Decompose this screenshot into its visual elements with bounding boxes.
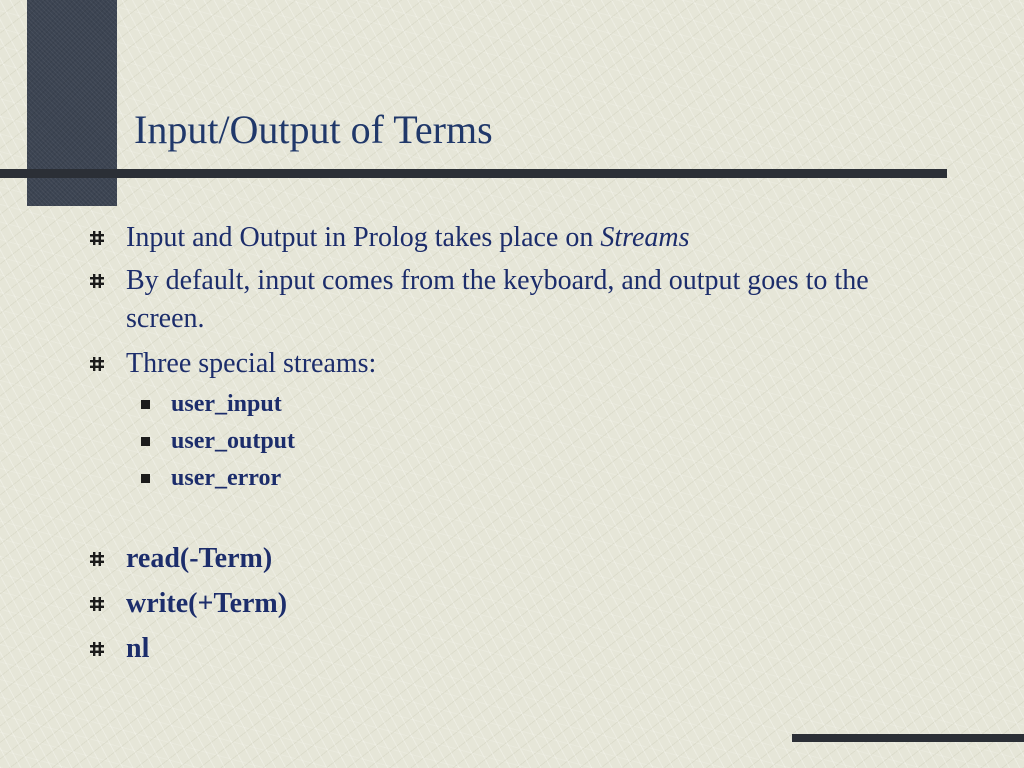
bullet-read-term [126,540,906,578]
sub-bullet-user-input [171,388,282,420]
bullet-special-streams [126,345,906,383]
footer-rule [792,734,1024,742]
sub-bullet-text: user_input [171,391,282,417]
bullet-default-io [126,262,906,338]
bullet-text: nl [126,633,150,664]
bullet-nl [126,630,906,668]
bullet-text: Input and Output in Prolog takes place on [126,222,601,253]
square-bullet-icon [141,474,150,483]
bullet-streams [126,219,906,257]
sub-bullet-user-output [171,425,295,457]
bullet-text: read(-Term) [126,543,273,574]
bullet-text: By default, input comes from the keyboard, and output goes to the screen. [126,265,869,334]
bullet-emphasis: Streams [600,222,690,253]
sub-bullet-text: user_error [171,465,282,491]
square-bullet-icon [141,437,150,446]
hash-bullet-icon [89,230,105,246]
hash-bullet-icon [89,596,105,612]
sub-bullet-user-error [171,462,281,494]
square-bullet-icon [141,400,150,409]
bullet-text: Three special streams: [126,348,377,379]
slide-title: Input/Output of Terms [134,107,493,152]
hash-bullet-icon [89,356,105,372]
hash-bullet-icon [89,273,105,289]
sub-bullet-text: user_output [171,428,296,454]
bullet-text: write(+Term) [126,588,288,619]
bullet-write-term [126,585,906,623]
title-divider [0,169,947,178]
hash-bullet-icon [89,641,105,657]
hash-bullet-icon [89,551,105,567]
